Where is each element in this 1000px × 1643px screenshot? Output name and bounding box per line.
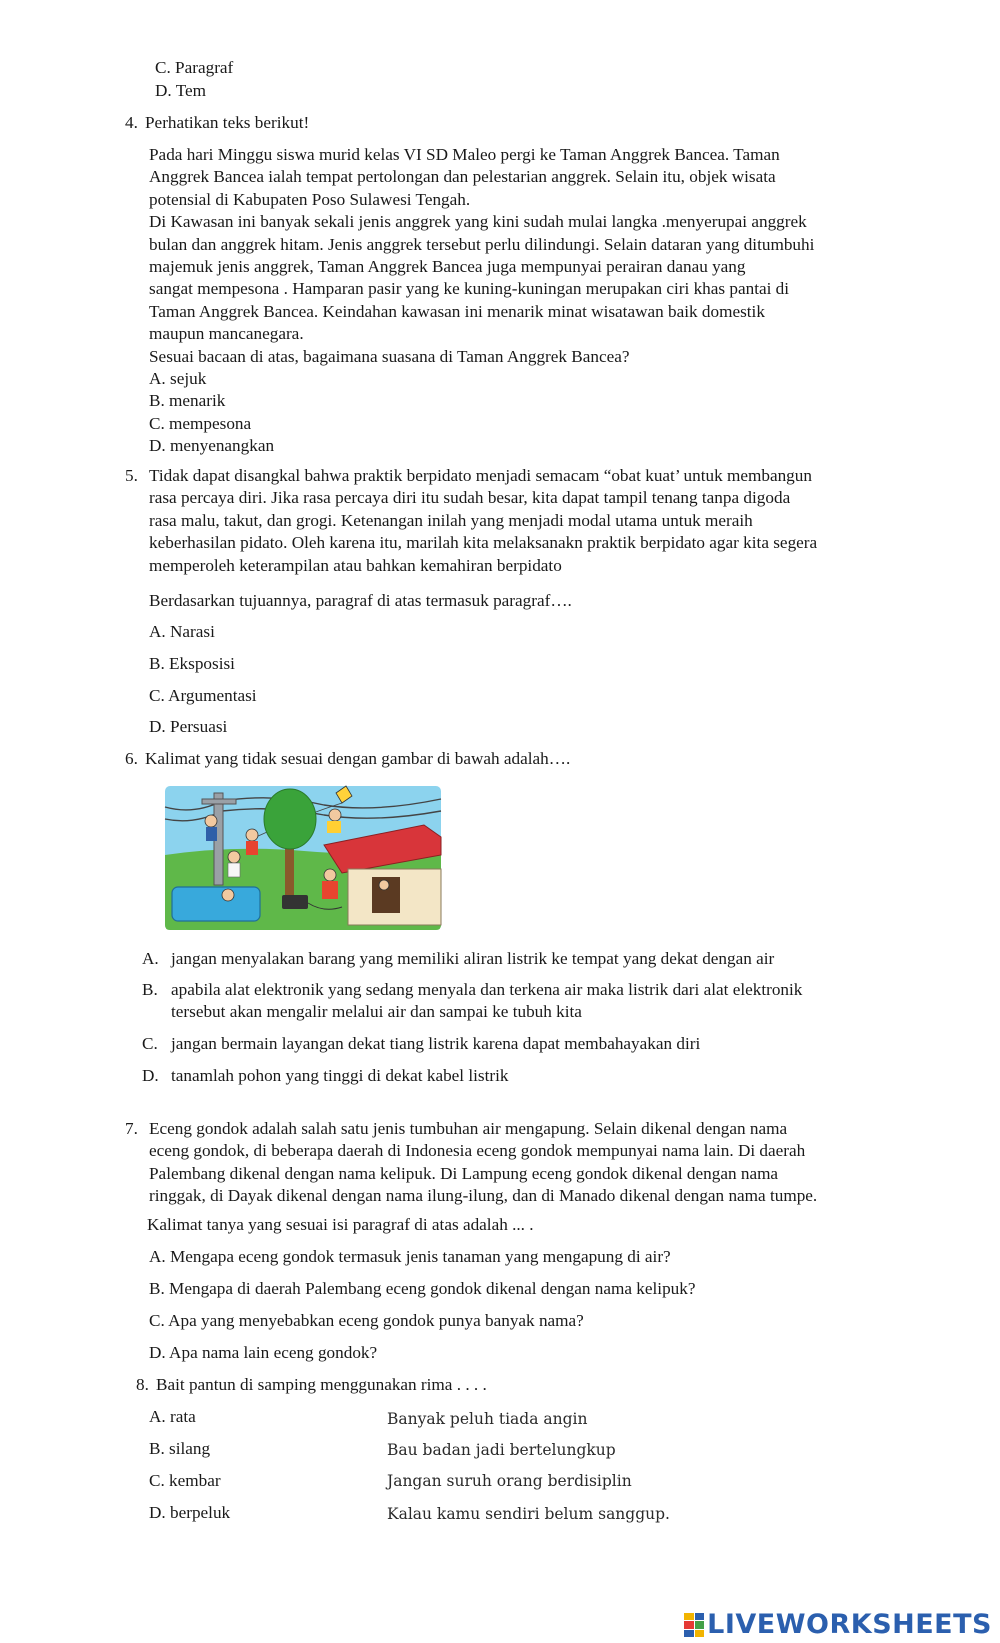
child-with-kite-body (246, 841, 258, 855)
q7-paragraph (149, 1118, 902, 1208)
paragraph-line: eceng gondok, di beberapa daerah di Indonesia eceng gondok mempunyai nama lain. Di daerah (149, 1141, 806, 1161)
q7-question: Kalimat tanya yang sesuai isi paragraf di atas adalah ... . (147, 1215, 534, 1234)
paragraph-line: keberhasilan pidato. Oleh karena itu, marilah kita melaksanakn praktik berpidato agar kita segera (149, 533, 818, 553)
pool (172, 887, 260, 921)
q4-passage (149, 144, 909, 458)
q5-option-b: B. Eksposisi (149, 654, 235, 673)
liveworksheets-logo (684, 1608, 992, 1640)
option-text: tanamlah pohon yang tinggi di dekat kabel listrik (171, 1066, 509, 1085)
paragraph-line: rasa percaya diri. Jika rasa percaya diri itu sudah besar, kita dapat tampil tenang tanpa digoda (149, 488, 791, 508)
q5-paragraph (149, 465, 902, 577)
option-letter: A. (142, 949, 159, 968)
pantun-line: Banyak peluh tiada angin (387, 1410, 588, 1428)
q5-option-c: C. Argumentasi (149, 686, 257, 705)
paragraph-line: Eceng gondok adalah salah satu jenis tumbuhan air mengapung. Selain dikenal dengan nama (149, 1119, 788, 1138)
child-climbing-pole (205, 815, 217, 827)
q7-option-a: A. Mengapa eceng gondok termasuk jenis tanaman yang mengapung di air? (149, 1247, 671, 1266)
child-with-kite (246, 829, 258, 841)
q4-question: Sesuai bacaan di atas, bagaimana suasana di Taman Anggrek Bancea? (149, 346, 630, 366)
passage-line: Anggrek Bancea ialah tempat pertolongan dan pelestarian anggrek. Selain itu, objek wisata (149, 167, 776, 187)
option-text: jangan menyalakan barang yang memiliki aliran listrik ke tempat yang dekat dengan air (171, 949, 775, 968)
pole-crossbar (202, 799, 236, 804)
paragraph-line: ringgak, di Dayak dikenal dengan nama ilung-ilung, dan di Manado dikenal dengan nama tumpe. (149, 1186, 818, 1206)
q7-option-b: B. Mengapa di daerah Palembang eceng gondok dikenal dengan nama kelipuk? (149, 1279, 696, 1298)
passage-line: sangat mempesona . Hamparan pasir yang ke kuning-kuningan merupakan ciri khas pantai di (149, 279, 790, 299)
paragraph-line: memperoleh keterampilan atau bahkan kemahiran berpidato (149, 555, 562, 575)
option-text: jangan bermain layangan dekat tiang listrik karena dapat membahayakan diri (171, 1034, 701, 1053)
option-letter: B. (142, 980, 158, 999)
q6-prompt: Kalimat yang tidak sesuai dengan gambar di bawah adalah…. (145, 749, 571, 768)
q5-option-d: D. Persuasi (149, 717, 228, 736)
q5-number: 5. (125, 466, 138, 485)
q5-question: Berdasarkan tujuannya, paragraf di atas termasuk paragraf…. (149, 591, 572, 610)
q4-prompt: Perhatikan teks berikut! (145, 113, 310, 132)
q7-number: 7. (125, 1119, 138, 1138)
q8-option-c: C. kembar (149, 1471, 221, 1490)
option-letter: C. (142, 1034, 158, 1053)
q8-number: 8. (136, 1375, 149, 1394)
child-climbing-pole-body (206, 827, 217, 841)
passage-line: majemuk jenis anggrek, Taman Anggrek Bancea juga mempunyai perairan danau yang (149, 257, 746, 277)
paragraph-line: Tidak dapat disangkal bahwa praktik berpidato menjadi semacam “obat kuat’ untuk membangun (149, 466, 812, 485)
pantun-line: Jangan suruh orang berdisiplin (387, 1472, 632, 1490)
q5-option-a: A. Narasi (149, 622, 215, 641)
passage-line: Pada hari Minggu siswa murid kelas VI SD Maleo pergi ke Taman Anggrek Bancea. Taman (149, 145, 780, 164)
child-with-radio-body (322, 881, 338, 899)
q8-option-a: A. rata (149, 1407, 196, 1426)
q7-option-d: D. Apa nama lain eceng gondok? (149, 1343, 378, 1362)
passage-line: potensial di Kabupaten Poso Sulawesi Tengah. (149, 189, 471, 209)
passage-line: Di Kawasan ini banyak sekali jenis anggrek yang kini sudah mulai langka .menyerupai anggrek (149, 212, 807, 232)
q4-option-c: C. mempesona (149, 413, 252, 433)
radio (282, 895, 308, 909)
passage-line: Taman Anggrek Bancea. Keindahan kawasan ini menarik minat wisatawan baik domestik (149, 301, 765, 321)
logo-mark-icon (684, 1613, 704, 1637)
option-text: tersebut akan mengalir melalui air dan sampai ke tubuh kita (171, 1002, 582, 1021)
logo-text: LIVEWORKSHEETS (707, 1608, 992, 1640)
q3-option-c: C. Paragraf (155, 58, 234, 77)
child-with-kite-2-body (228, 863, 240, 877)
q8-option-d: D. berpeluk (149, 1503, 231, 1522)
option-text: apabila alat elektronik yang sedang menyala dan terkena air maka listrik dari alat elektronik (171, 980, 803, 999)
q8-option-b: B. silang (149, 1439, 211, 1458)
child-in-tree-body (327, 821, 341, 833)
paragraph-line: rasa malu, takut, dan grogi. Ketenangan inilah yang menjadi modal utama untuk meraih (149, 510, 753, 530)
q7-option-c: C. Apa yang menyebabkan eceng gondok punya banyak nama? (149, 1311, 584, 1330)
pantun-line: Kalau kamu sendiri belum sanggup. (387, 1505, 670, 1523)
person-in-door (379, 880, 389, 890)
option-letter: D. (142, 1066, 159, 1085)
child-swimming (222, 889, 234, 901)
electricity-safety-illustration (164, 785, 442, 931)
child-in-tree (329, 809, 341, 821)
pantun-line: Bau badan jadi bertelungkup (387, 1441, 616, 1459)
passage-line: bulan dan anggrek hitam. Jenis anggrek tersebut perlu dilindungi. Selain dataran yang ditumbuhi (149, 234, 815, 254)
q4-option-a: A. sejuk (149, 369, 207, 389)
q8-prompt: Bait pantun di samping menggunakan rima . . . . (156, 1375, 487, 1394)
paragraph-line: Palembang dikenal dengan nama kelipuk. Di Lampung eceng gondok dikenal dengan nama (149, 1163, 779, 1183)
q3-option-d: D. Tem (155, 81, 206, 100)
q6-number: 6. (125, 749, 138, 768)
child-with-radio (324, 869, 336, 881)
tree-crown (264, 789, 316, 849)
q4-option-d: D. menyenangkan (149, 436, 275, 456)
passage-line: maupun mancanegara. (149, 324, 304, 344)
child-with-kite-2 (228, 851, 240, 863)
q4-option-b: B. menarik (149, 391, 226, 411)
q4-number: 4. (125, 113, 138, 132)
